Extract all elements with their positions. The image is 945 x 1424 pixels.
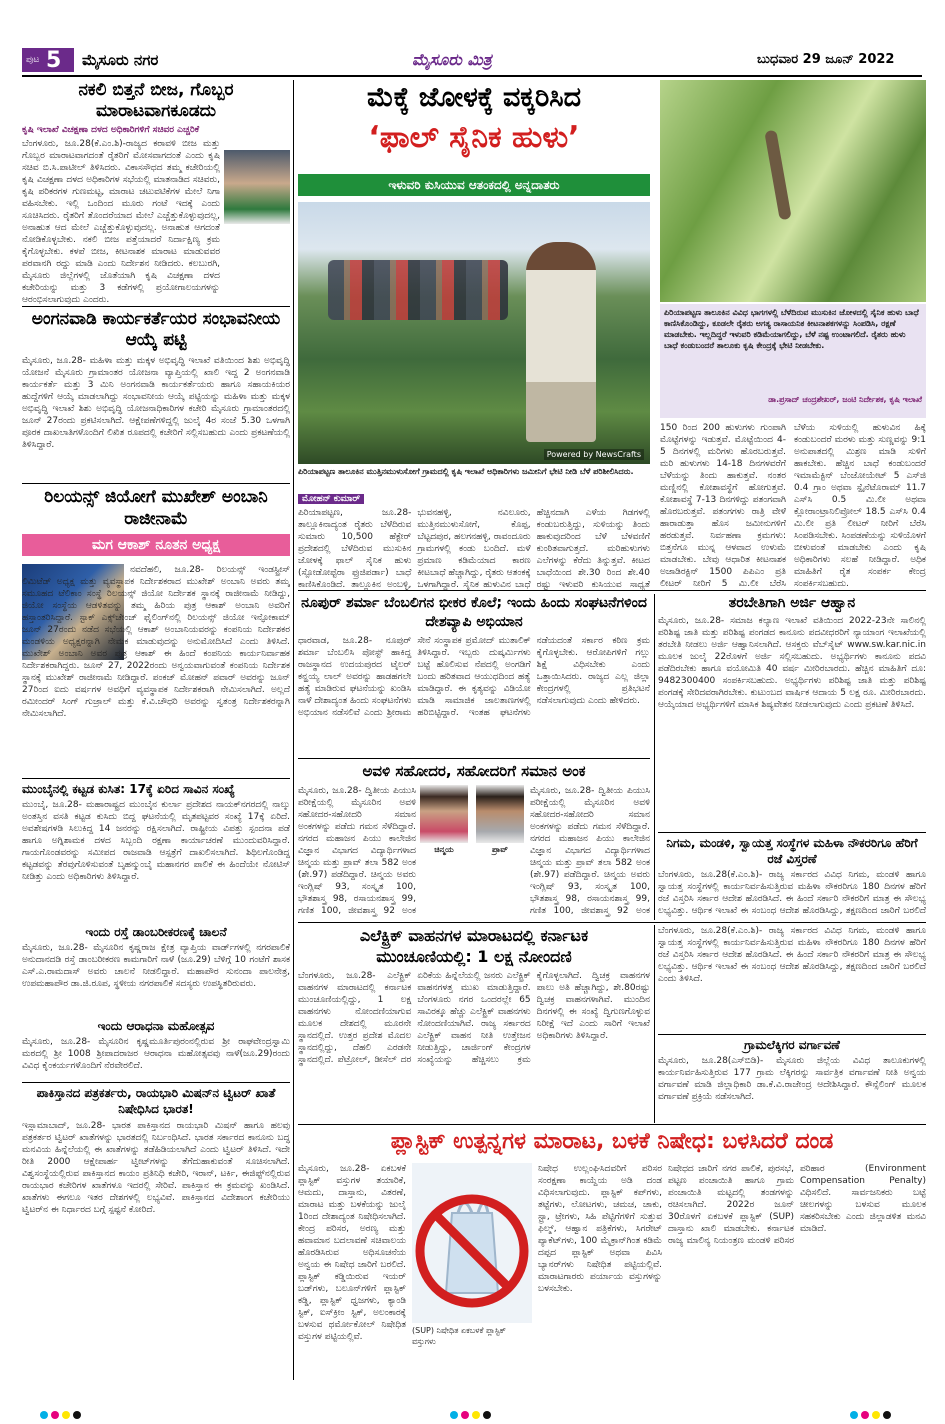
road-article (22, 924, 290, 1016)
divider (22, 306, 290, 307)
page-date: ಬುಧವಾರ 29 ಜೂನ್ 2022 (757, 52, 895, 67)
twitter-headline: ಪಾಕಿಸ್ತಾನದ ಪತ್ರಕರ್ತರು, ರಾಯಭಾರಿ ಮಿಷನ್‌ನ ಟ್ವಿಟರ್ ಖಾತೆ ನಿಷೇಧಿಸಿದ ಭಾರತ! (36, 1086, 276, 1116)
twins-article (298, 761, 650, 921)
seeds-article (22, 80, 290, 305)
twins-body: ಮೈಸೂರು, ಜೂ.28- ದ್ವಿತೀಯ ಪಿಯುಸಿ ಪರೀಕ್ಷೆಯಲ್ಲಿ ಮೈಸೂರಿನ ಅವಳಿ ಸಹೋದರ-ಸಹೋದರಿ ಸಮಾನ ಅಂಕಗಳನ್ನು ಪಡೆದು ಗಮನ ಸೆಳೆದಿದ್ದಾರೆ. ನಗರದ ಮಹಾಜನ ಪಿಯು ಕಾಲೇಜಿನ ವಿಜ್ಞಾನ ವಿಭಾಗದ ವಿದ್ಯಾರ್ಥಿಗಳಾದ ಚಿನ್ಮಯ ಮತ್ತು ಪ್ರಾವ್ ತಲಾ 582 ಅಂಕ (ಶೇ.97) ಪಡೆದಿದ್ದಾರೆ. ಚಿನ್ಮಯ ಅವರು ಇಂಗ್ಲಿಷ್ 93, ಸಂಸ್ಕೃತ 100, ಭೌತಶಾಸ್ತ್ರ 98, ರಸಾಯನಶಾಸ್ತ್ರ 99, ಗಣಿತ 100, ಜೀವಶಾಸ್ತ್ರ 92 ಅಂಕ (298, 786, 416, 916)
print-registration-right (850, 1404, 894, 1423)
pest-headline-2: ‘ಫಾಲ್ ಸೈನಿಕ ಹುಳು’ (368, 120, 580, 155)
plastic-article (298, 1127, 926, 1381)
no-plastic-icon (412, 1163, 532, 1323)
mumbai-body: ಮುಂಬೈ, ಜೂ.28- ಮಹಾರಾಷ್ಟ್ರದ ಮುಂಬೈನ ಕುರ್ಲಾ ಪ್ರದೇಶದ ನಾಯಕ್‌ನಗರದಲ್ಲಿ ನಾಲ್ಕು ಅಂತಸ್ತಿನ ವಸತಿ ಕಟ್ಟಡ ಕುಸಿದು ಬಿದ್ದ ಘಟನೆಯಲ್ಲಿ ಮೃತಪಟ್ಟವರ ಸಂಖ್ಯೆ 17ಕ್ಕೆ ಏರಿದೆ. ಅವಶೇಷಗಳಡಿ ಸಿಲುಕಿದ್ದ 14 ಜನರನ್ನು ರಕ್ಷಿಸಲಾಗಿದೆ. ರಾಷ್ಟ್ರೀಯ ವಿಪತ್ತು ಸ್ಪಂದನಾ ಪಡೆ ಹಾಗೂ ಅಗ್ನಿಶಾಮಕ ದಳದ ಸಿಬ್ಬಂದಿ ರಕ್ಷಣಾ ಕಾರ್ಯಾಚರಣೆ ಮುಂದುವರಿಸಿದ್ದಾರೆ. ಗಾಯಗೊಂಡವರನ್ನು ಸಮೀಪದ ರಾಜವಾಡಿ ಆಸ್ಪತ್ರೆಗೆ ದಾಖಲಿಸಲಾಗಿದೆ. ಶಿಥಿಲಗೊಂಡಿದ್ದ ಕಟ್ಟಡವನ್ನು ತೆರವುಗೊಳಿಸುವಂತೆ ಬೃಹನ್ಮುಂಬೈ ಮಹಾನಗರ ಪಾಲಿಕೆ ಈ ಹಿಂದೆಯೇ ನೋಟಿಸ್ ನೀಡಿತ್ತು ಎಂದು ಅಧಿಕಾರಿಗಳು ತಿಳಿಸಿದ್ದಾರೆ. (22, 800, 290, 882)
plastic-col-1: ಮೈಸೂರು, ಜೂ.28- ಏಕಬಳಕೆ ಪ್ಲಾಸ್ಟಿಕ್ ವಸ್ತುಗಳ ತಯಾರಿಕೆ, ಆಮದು, ದಾಸ್ತಾನು, ವಿತರಣೆ, ಮಾರಾಟ ಮತ್ತು ಬಳಕೆಯನ್ನು ಜುಲೈ 1ರಿಂದ ದೇಶಾದ್ಯಂತ ನಿಷೇಧಿಸಲಾಗಿದೆ. ಕೇಂದ್ರ ಪರಿಸರ, ಅರಣ್ಯ ಮತ್ತು ಹವಾಮಾನ ಬದಲಾವಣೆ ಸಚಿವಾಲಯ ಹೊರಡಿಸಿರುವ ಅಧಿಸೂಚನೆಯ ಅನ್ವಯ ಈ ನಿಷೇಧ ಜಾರಿಗೆ ಬರಲಿದೆ. ಪ್ಲಾಸ್ಟಿಕ್ ಕಡ್ಡಿಯಿರುವ ಇಯರ್ ಬಡ್‌ಗಳು, ಬಲೂನ್‌ಗಳಿಗೆ ಪ್ಲಾಸ್ಟಿಕ್ ಕಡ್ಡಿ, ಪ್ಲಾಸ್ಟಿಕ್ ಧ್ವಜಗಳು, ಕ್ಯಾಂಡಿ ಸ್ಟಿಕ್, ಐಸ್‌ಕ್ರೀಂ ಸ್ಟಿಕ್, ಅಲಂಕಾರಕ್ಕೆ ಬಳಸುವ ಥರ್ಮೋಕೋಲ್ ನಿಷೇಧಿತ ವಸ್ತುಗಳ ಪಟ್ಟಿಯಲ್ಲಿವೆ. (298, 1164, 406, 1342)
divider (298, 758, 650, 759)
nupur-article (298, 594, 650, 756)
plastic-col-3: ನಿಷೇಧದ ಜಾರಿಗೆ ನಗರ ಪಾಲಿಕೆ, ಪುರಸಭೆ, ಪಟ್ಟಣ ಪಂಚಾಯಿತಿ ಹಾಗೂ ಗ್ರಾಮ ಪಂಚಾಯಿತಿ ಮಟ್ಟದಲ್ಲಿ ತಂಡಗಳನ್ನು ರಚಿಸಲಾಗಿದೆ. 2022ರ ಜೂನ್ 30ರೊಳಗೆ ಏಕಬಳಕೆ ಪ್ಲಾಸ್ಟಿಕ್ (SUP) ದಾಸ್ತಾನು ಖಾಲಿ ಮಾಡಬೇಕು. ಕರ್ನಾಟಕ ರಾಜ್ಯ ಮಾಲಿನ್ಯ ನಿಯಂತ್ರಣ ಮಂಡಳಿ ಪರಿಸರ ಪರಿಹಾರ (Environment Compensation Penalty) ವಿಧಿಸಲಿದೆ. ಸಾರ್ವಜನಿಕರು ಬಟ್ಟೆ ಚೀಲಗಳನ್ನು ಬಳಸುವ ಮೂಲಕ ಸಹಕರಿಸಬೇಕು ಎಂದು ಜಿಲ್ಲಾಡಳಿತ ಮನವಿ ಮಾಡಿದೆ. (668, 1164, 926, 1246)
plastic-image-caption: (SUP) ನಿಷೇಧಿತ ಏಕಬಳಕೆ ಪ್ಲಾಸ್ಟಿಕ್ ವಸ್ತುಗಳು (412, 1326, 506, 1346)
column-rule (654, 925, 655, 1123)
aradhana-article (22, 1018, 290, 1080)
seeds-subhead: ಕೃಷಿ ಇಲಾಖೆ ವಿಚಕ್ಷಣಾ ದಳದ ಅಧಿಕಾರಿಗಳಿಗೆ ಸಚಿವರ ಎಚ್ಚರಿಕೆ (22, 125, 200, 135)
reliance-body: ನವದೆಹಲಿ, ಜೂ.28- ರಿಲಯನ್ಸ್ ಇಂಡಸ್ಟ್ರೀಸ್ ಲಿಮಿಟೆಡ್ ಅಧ್ಯಕ್ಷ ಮತ್ತು ವ್ಯವಸ್ಥಾಪಕ ನಿರ್ದೇಶಕರಾದ ಮುಖೇಶ್ ಅಂಬಾನಿ ಅವರು ತಮ್ಮ ಸಮೂಹದ ಟೆಲಿಕಾಂ ಸಂಸ್ಥೆ ರಿಲಯನ್ಸ್ ಜಿಯೋ ನಿರ್ದೇಶಕ ಸ್ಥಾನಕ್ಕೆ ರಾಜೀನಾಮೆ ನೀಡಿದ್ದು, ಜಿಯೋ ಸಂಸ್ಥೆಯ ಆಡಳಿತವನ್ನು ತಮ್ಮ ಹಿರಿಯ ಪುತ್ರ ಆಕಾಶ್ ಅಂಬಾನಿ ಅವರಿಗೆ ಹಸ್ತಾಂತರಿಸಿದ್ದಾರೆ. ಸ್ಟಾಕ್ ಎಕ್ಸ್‌ಚೇಂಜ್ ಫೈಲಿಂಗ್‌ನಲ್ಲಿ ರಿಲಯನ್ಸ್ ಜಿಯೋ ಇನ್ಫೋಕಾಮ್ ಜೂನ್ 27ರಂದು ನಡೆದ ಸಭೆಯಲ್ಲಿ ಆಕಾಶ್ ಅಂಬಾನಿಯವರನ್ನು ಕಂಪನಿಯ ನಿರ್ದೇಶಕರ ಮಂಡಳಿಯ ಅಧ್ಯಕ್ಷರನ್ನಾಗಿ ನೇಮಕ ಮಾಡುವುದನ್ನು ಅನುಮೋದಿಸಿದೆ ಎಂದು ತಿಳಿಸಿದೆ. ಮುಖೇಶ್ ಅಂಬಾನಿ ಅವರ ಪುತ್ರ ಆಕಾಶ್ ಈ ಹಿಂದೆ ಕಂಪನಿಯ ಕಾರ್ಯನಿರ್ವಾಹಕ ನಿರ್ದೇಶಕರಾಗಿದ್ದರು. ಜೂನ್ 27, 2022ರಂದು ಅನ್ವಯವಾಗುವಂತೆ ಕಂಪನಿಯ ನಿರ್ದೇಶಕ ಸ್ಥಾನಕ್ಕೆ ಮುಖೇಶ್ ರಾಜೀನಾಮೆ ನೀಡಿದ್ದಾರೆ. ಪಂಕಜ್ ಮೋಹನ್ ಪವಾರ್ ಅವರನ್ನು ಜೂನ್ 27ರಿಂದ ಐದು ವರ್ಷಗಳ ಅವಧಿಗೆ ವ್ಯವಸ್ಥಾಪಕ ನಿರ್ದೇಶಕರಾಗಿ ನೇಮಿಸಲಾಗಿದೆ. ಅಲ್ಲದೆ ರಮೀಂದರ್ ಸಿಂಗ್ ಗುಜ್ರಾಲ್ ಮತ್ತು ಕೆ.ವಿ.ಚೌಧರಿ ಅವರನ್ನು ಸ್ವತಂತ್ರ ನಿರ್ದೇಶಕರನ್ನಾಗಿ ನೇಮಿಸಲಾಗಿದೆ. (22, 565, 290, 719)
divider (658, 832, 926, 833)
ev-headline-2: ಮುಂಚೂಣಿಯಲ್ಲಿ: 1 ಲಕ್ಷ ನೋಂದಣಿ (376, 947, 572, 966)
twins-headline: ಅವಳಿ ಸಹೋದರ, ಸಹೋದರಿಗೆ ಸಮಾನ ಅಂಕ (362, 762, 586, 780)
pest-byline: ಮೋಹನ್ ಕುಮಾರ್ (298, 494, 364, 504)
ev-article (298, 925, 650, 1123)
pest-headline-1: ಮೆಕ್ಕೆ ಜೋಳಕ್ಕೆ ವಕ್ಕರಿಸಿದ (366, 82, 582, 113)
plastic-headline: ಪ್ಲಾಸ್ಟಿಕ್ ಉತ್ಪನ್ನಗಳ ಮಾರಾಟ, ಬಳಕೆ ನಿಷೇಧ: ಬಳಸಿದರೆ ದಂಡ (390, 1129, 834, 1154)
twitter-body: ಇಸ್ಲಾಮಾಬಾದ್, ಜೂ.28- ಭಾರತ ಪಾಕಿಸ್ತಾನದ ರಾಯಭಾರಿ ಮಿಷನ್ ಹಾಗೂ ಹಲವು ಪತ್ರಕರ್ತರ ಟ್ವಿಟರ್ ಖಾತೆಗಳನ್ನು ಭಾರತದಲ್ಲಿ ನಿರ್ಬಂಧಿಸಿದೆ. ಭಾರತ ಸರ್ಕಾರದ ಕಾನೂನು ಬದ್ಧ ಮನವಿಯ ಹಿನ್ನೆಲೆಯಲ್ಲಿ ಈ ಖಾತೆಗಳನ್ನು ತಡೆಹಿಡಿಯಲಾಗಿದೆ ಎಂದು ಟ್ವಿಟರ್ ತಿಳಿಸಿದೆ. ಇದೇ ರೀತಿ 2000 ಆಕ್ಷೇಪಾರ್ಹ ಟ್ವೀಟ್‌ಗಳನ್ನು ತೆಗೆದುಹಾಕುವಂತೆ ಸೂಚಿಸಲಾಗಿದೆ. ವಿಶ್ವಸಂಸ್ಥೆಯಲ್ಲಿರುವ ಪಾಕಿಸ್ತಾನದ ಕಾಯಂ ಪ್ರತಿನಿಧಿ ಕಚೇರಿ, ಇರಾನ್, ಟರ್ಕಿ, ಈಜಿಪ್ಟ್‌ನಲ್ಲಿರುವ ರಾಯಭಾರ ಕಚೇರಿಗಳ ಖಾತೆಗಳೂ ಇದರಲ್ಲಿ ಸೇರಿವೆ. ಪಾಕಿಸ್ತಾನ ಈ ಕ್ರಮವನ್ನು ಖಂಡಿಸಿದೆ. ಖಾತೆಗಳು ಈಗಲೂ ಇತರ ದೇಶಗಳಲ್ಲಿ ಲಭ್ಯವಿವೆ. ಪಾಕಿಸ್ತಾನದ ವಿದೇಶಾಂಗ ಕಚೇರಿಯು ಟ್ವಿಟರ್‌ನ ಈ ನಿರ್ಧಾರದ ಬಗ್ಗೆ ಸ್ಪಷ್ಟನೆ ಕೋರಿದೆ. (22, 1121, 290, 1215)
photo-credit: Powered by NewsCrafts (544, 449, 644, 460)
twitter-article (22, 1085, 290, 1385)
apply-body: ಮೈಸೂರು, ಜೂ.28- ಸಮಾಜ ಕಲ್ಯಾಣ ಇಲಾಖೆ ವತಿಯಿಂದ 2022-23ನೇ ಸಾಲಿನಲ್ಲಿ ಪರಿಶಿಷ್ಟ ಜಾತಿ ಮತ್ತು ಪರಿಶಿಷ್ಟ ಪಂಗಡದ ಕಾನೂನು ಪದವೀಧರರಿಗೆ ನ್ಯಾಯಾಂಗ ಇಲಾಖೆಯಲ್ಲಿ ತರಬೇತಿ ನೀಡಲು ಅರ್ಜಿ ಆಹ್ವಾನಿಸಲಾಗಿದೆ. ಆಸಕ್ತರು ವೆಬ್‌ಸೈಟ್ www.sw.kar.nic.in ಮೂಲಕ ಜುಲೈ 22ರೊಳಗೆ ಅರ್ಜಿ ಸಲ್ಲಿಸಬಹುದು. ಅಭ್ಯರ್ಥಿಗಳು ಕಾನೂನು ಪದವಿ ಪಡೆದಿರಬೇಕು ಹಾಗೂ ವಯೋಮಿತಿ 40 ವರ್ಷ ಮೀರಿರಬಾರದು. ಹೆಚ್ಚಿನ ಮಾಹಿತಿಗೆ ದೂ: 9482300400 ಸಂಪರ್ಕಿಸಬಹುದು. ಅಭ್ಯರ್ಥಿಗಳು ಪರಿಶಿಷ್ಟ ಜಾತಿ ಮತ್ತು ಪರಿಶಿಷ್ಟ ಪಂಗಡಕ್ಕೆ ಸೇರಿದವರಾಗಿರಬೇಕು. ಕುಟುಂಬದ ವಾರ್ಷಿಕ ಆದಾಯ 5 ಲಕ್ಷ ರೂ. ಮೀರಿರಬಾರದು. ಆಯ್ಕೆಯಾದ ಅಭ್ಯರ್ಥಿಗಳಿಗೆ ಮಾಸಿಕ ಶಿಷ್ಯವೇತನ ನೀಡಲಾಗುವುದು ಎಂದು ಪ್ರಕಟಣೆ ತಿಳಿಸಿದೆ. (658, 616, 926, 710)
page-header (22, 44, 922, 76)
page-number: 5 (46, 48, 62, 73)
field-photo (298, 202, 650, 464)
seeds-body: ಬೆಂಗಳೂರು, ಜೂ.28(ಕೆ.ಎಂ.ಶಿ)-ರಾಜ್ಯದ ಕರಾವಳಿ ಬೀಜ ಮತ್ತು ಗೊಬ್ಬರ ಮಾರಾಟವಾಗದಂತೆ ರೈತರಿಗೆ ಮೋಸವಾಗದಂತೆ ಎಂದು ಕೃಷಿ ಸಚಿವ ಬಿ.ಸಿ.ಪಾಟೀಲ್ ತಿಳಿಸಿದರು. ವಿಕಾಸಸೌಧದ ತಮ್ಮ ಕಚೇರಿಯಲ್ಲಿ ಕೃಷಿ ವಿಚಕ್ಷಣಾ ದಳದ ಅಧಿಕಾರಿಗಳ ಸಭೆಯಲ್ಲಿ ಮಾತನಾಡಿದ ಸಚಿವರು, ಕೃಷಿ ಪರಿಕರಗಳ ಗುಣಮಟ್ಟ, ಮಾರಾಟ ಚಟುವಟಿಕೆಗಳ ಮೇಲೆ ನಿಗಾ ವಹಿಸಬೇಕು. ಇಲ್ಲಿ ಒಂದಿಂದ ಮೂರು ಗಂಟೆ ಇದಕ್ಕೆ ಎಂದು ಸೂಚಿಸಿದರು. ರೈತರಿಗೆ ತೊಂದರೆಯಾದ ಮೇಲೆ ಎಚ್ಚೆತ್ತುಕೊಳ್ಳುವುದಲ್ಲ, ಅನಾಹುತ ಆದ ಮೇಲೆ ಎಚ್ಚೆತ್ತುಕೊಳ್ಳುವುದಲ್ಲ. ಅನಾಹುತ ಆಗದಂತೆ ನೋಡಿಕೊಳ್ಳಬೇಕು. ನಕಲಿ ಬೀಜ ಪತ್ತೆಯಾದರೆ ನಿರ್ದಾಕ್ಷಿಣ್ಯ ಕ್ರಮ ಕೈಗೊಳ್ಳಬೇಕು. ಕಳಪೆ ಬೀಜ, ಕೀಟನಾಶಕ ಮಾರಾಟ ಮಾಡುವವರ ಪರವಾನಗಿ ರದ್ದು ಮಾಡಿ ಎಂದು ನಿರ್ದೇಶನ ನೀಡಿದರು. ಕಲಬುರಗಿ, ಮೈಸೂರು ಜಿಲ್ಲೆಗಳಲ್ಲಿ ಜೊತೆಯಾಗಿ ಕೃಷಿ ವಿಚಕ್ಷಣಾ ದಳದ ಕಚೇರಿಯನ್ನು ಮತ್ತು 3 ಕಡೆಗಳಲ್ಲಿ ಪ್ರಯೋಗಾಲಯಗಳನ್ನು ಆರಂಭಿಸಲಾಗುವುದು ಎಂದರು. (22, 139, 220, 305)
women-continued (658, 925, 926, 1033)
mumbai-article (22, 781, 290, 921)
pest-col-b: 150 ರಿಂದ 200 ಹುಳುಗಳು ಗುಂಪಾಗಿ ಮೊಟ್ಟೆಗಳನ್ನು ಇಡುತ್ತವೆ. ಮೊಟ್ಟೆಯಿಂದ 4-5 ದಿನಗಳಲ್ಲಿ ಮರಿಗಳು ಹೊರಬರುತ್ತವೆ. ಮರಿ ಹುಳುಗಳು 14-18 ದಿನಗಳವರೆಗೆ ಬೆಳೆಯನ್ನು ತಿಂದು ಹಾಕುತ್ತವೆ. ನಂತರ ಮಣ್ಣಿನಲ್ಲಿ ಕೋಶಾವಸ್ಥೆಗೆ ಹೋಗುತ್ತವೆ. ಕೋಶಾವಸ್ಥೆ 7-13 ದಿನಗಳಿದ್ದು ಪತಂಗವಾಗಿ ಹೊರಬರುತ್ತವೆ. ಪತಂಗಗಳು ರಾತ್ರಿ ವೇಳೆ ಹಾರಾಡುತ್ತಾ ಹೊಸ ಜಮೀನುಗಳಿಗೆ ಹರಡುತ್ತವೆ. ನಿರ್ವಹಣಾ ಕ್ರಮಗಳು: ಬಿತ್ತನೆಗೂ ಮುನ್ನ ಆಳವಾದ ಉಳುಮೆ ಮಾಡಬೇಕು. ಬೇವು ಆಧಾರಿತ ಕೀಟನಾಶಕ ಅಜಾಡಿರಕ್ಟಿನ್ 1500 ಪಿಪಿಎಂ ಪ್ರತಿ ಲೀಟರ್ ನೀರಿಗೆ 5 ಮಿ.ಲೀ ಬೆರೆಸಿ (660, 423, 786, 589)
aradhana-body: ಮೈಸೂರು, ಜೂ.28- ಮೈಸೂರಿನ ಕೃಷ್ಣಮೂರ್ತಿಪುರಂನಲ್ಲಿರುವ ಶ್ರೀ ರಾಘವೇಂದ್ರಸ್ವಾಮಿ ಮಠದಲ್ಲಿ ಶ್ರೀ 1008 ಶ್ರೀಪಾದರಾಜರ ಆರಾಧನಾ ಮಹೋತ್ಸವವು ನಾಳೆ(ಜೂ.29)ರಂದು ವಿವಿಧ ಕೈಂಕರ್ಯಗಳೊಂದಿಗೆ ನೆರವೇರಲಿದೆ. (22, 1037, 290, 1071)
ev-headline-1: ಎಲೆಕ್ಟ್ರಿಕ್ ವಾಹನಗಳ ಮಾರಾಟದಲ್ಲಿ ಕರ್ನಾಟಕ (359, 926, 589, 945)
worm-figure (764, 130, 791, 221)
village-body: ಮೈಸೂರು, ಜೂ.28(ಎಸ್‌ಬಿಡಿ)- ಮೈಸೂರು ಜಿಲ್ಲೆಯ ವಿವಿಧ ತಾಲೂಕುಗಳಲ್ಲಿ ಕಾರ್ಯನಿರ್ವಹಿಸುತ್ತಿರುವ 177 ಗ್ರಾಮ ಲೆಕ್ಕಿಗರನ್ನು ಸಾರ್ವತ್ರಿಕ ವರ್ಗಾವಣೆ ನೀತಿ ಅನ್ವಯ ವರ್ಗಾವಣೆ ಮಾಡಿ ಜಿಲ್ಲಾಧಿಕಾರಿ ಡಾ.ಕೆ.ವಿ.ರಾಜೇಂದ್ರ ಆದೇಶಿಸಿದ್ದಾರೆ. ಕೌನ್ಸೆಲಿಂಗ್ ಮೂಲಕ ವರ್ಗಾವಣೆ ಪ್ರಕ್ರಿಯೆ ನಡೆಸಲಾಗಿದೆ. (658, 1056, 926, 1102)
reliance-headline: ರಿಲಯನ್ಸ್ ಜಿಯೋಗೆ ಮುಖೇಶ್ ಅಂಬಾನಿ ರಾಜೀನಾಮೆ (44, 487, 268, 529)
divider (298, 1124, 926, 1125)
twin-name-1: ಚಿನ್ಮಯ (434, 845, 454, 854)
pest-band: ಇಳುವರಿ ಕುಸಿಯುವ ಆತಂಕದಲ್ಲಿ ಅನ್ನದಾತರು (298, 174, 650, 196)
field-photo-caption: ಪಿರಿಯಾಪಟ್ಟಣ ತಾಲೂಕಿನ ಮುತ್ತಿನಮುಳುಸೋಗೆ ಗ್ರಾಮದಲ್ಲಿ ಕೃಷಿ ಇಲಾಖೆ ಅಧಿಕಾರಿಗಳು ಜಮೀನಿಗೆ ಭೇಟಿ ನೀಡಿ ಬೆಳೆ ಪರಿಶೀಲಿಸಿದರು. (298, 467, 634, 476)
women-body-continued: ಬೆಂಗಳೂರು, ಜೂ.28(ಕೆ.ಎಂ.ಶಿ)- ರಾಜ್ಯ ಸರ್ಕಾರದ ವಿವಿಧ ನಿಗಮ, ಮಂಡಳಿ ಹಾಗೂ ಸ್ವಾಯತ್ತ ಸಂಸ್ಥೆಗಳಲ್ಲಿ ಕಾರ್ಯನಿರ್ವಹಿಸುತ್ತಿರುವ ಮಹಿಳಾ ನೌಕರರಿಗೂ 180 ದಿನಗಳ ಹೆರಿಗೆ ರಜೆ ವಿಸ್ತರಿಸಿ ಸರ್ಕಾರ ಆದೇಶ ಹೊರಡಿಸಿದೆ. ಈ ಹಿಂದೆ ಸರ್ಕಾರಿ ನೌಕರರಿಗೆ ಮಾತ್ರ ಈ ಸೌಲಭ್ಯ ಲಭ್ಯವಿತ್ತು. ಆರ್ಥಿಕ ಇಲಾಖೆ ಈ ಸಂಬಂಧ ಆದೇಶ ಹೊರಡಿಸಿದ್ದು, ತಕ್ಷಣದಿಂದ ಜಾರಿಗೆ ಬರಲಿದೆ ಎಂದು ತಿಳಿಸಿದೆ. (658, 926, 926, 984)
plastic-ban-graphic (412, 1163, 532, 1323)
corn-caption: ಪಿರಿಯಾಪಟ್ಟಣ ತಾಲೂಕಿನ ವಿವಿಧ ಭಾಗಗಳಲ್ಲಿ ಬೆಳೆದಿರುವ ಮುಸುಕಿನ ಜೋಳದಲ್ಲಿ ಸೈನಿಕ ಹುಳು ಬಾಧೆ ಕಾಣಿಸಿಕೊಂಡಿದ್ದು, ಕೂಡಲೇ ರೈತರು ಅಗತ್ಯ ರಾಸಾಯನಿಕ ಕೀಟನಾಶಕಗಳನ್ನು ಸಿಂಪಡಿಸಿ, ರಕ್ಷಣೆ ಮಾಡಬೇಕು. ಇಲ್ಲದಿದ್ದರೆ ಇಳುವರಿ ಕಡಿಮೆಯಾಗಲಿದ್ದು, ಬೆಳೆ ನಷ್ಟ ಉಂಟಾಗಲಿದೆ. ರೈತರು ಹುಳು ಬಾಧೆ ಕಂಡುಬಂದರೆ ತಾಲೂಕು ಕೃಷಿ ಕೇಂದ್ರಕ್ಕೆ ಭೇಟಿ ನೀಡಬೇಕು. (664, 308, 919, 350)
reliance-subhead: ಮಗ ಆಕಾಶ್ ನೂತನ ಅಧ್ಯಕ್ಷ (22, 534, 290, 556)
column-rule (654, 594, 655, 920)
twin-photo-1 (420, 785, 468, 843)
reliance-article (22, 486, 290, 776)
divider (22, 483, 290, 484)
pest-body: ಪಿರಿಯಾಪಟ್ಟಣ, ಜೂ.28- ತಾಲ್ಲೂಕಿನಾದ್ಯಂತ ರೈತರು ಬೆಳೆದಿರುವ ಸುಮಾರು 10,500 ಹೆಕ್ಟೇರ್ ಪ್ರದೇಶದಲ್ಲಿ ಬೆಳೆದಿರುವ ಮುಸುಕಿನ ಜೋಳಕ್ಕೆ ಫಾಲ್ ಸೈನಿಕ ಹುಳು (ಸ್ಪೋಡೋಪ್ಟೆರಾ ಫ್ರುಜಿಪರ್ಡಾ) ಬಾಧೆ ಕಾಣಿಸಿಕೊಂಡಿದೆ. ತಾಲ್ಲೂಕಿನ ಅಂಬಳ್ಳಿ, ಭುವನಹಳ್ಳಿ, ನವಿಲೂರು, ಮುತ್ತಿನಮುಳುಸೋಗೆ, ಕೊಪ್ಪ, ಬೆಟ್ಟದಪುರ, ಹಲಗನಹಳ್ಳಿ, ರಾವಂದೂರು ಗ್ರಾಮಗಳಲ್ಲಿ ಕಂಡು ಬಂದಿದೆ. ಮಳೆ ಪ್ರಮಾಣ ಕಡಿಮೆಯಾದ ಕಾರಣ ಕೀಟಬಾಧೆ ಹೆಚ್ಚಾಗಿದ್ದು, ರೈತರು ಆತಂಕಕ್ಕೆ ಒಳಗಾಗಿದ್ದಾರೆ. ಸೈನಿಕ ಹುಳುವಿನ ಬಾಧೆ ಹೆಚ್ಚಿನದಾಗಿ ಎಳೆಯ ಗಿಡಗಳಲ್ಲಿ ಕಂಡುಬರುತ್ತಿದ್ದು, ಸುಳಿಯನ್ನು ತಿಂದು ಹಾಕುವುದರಿಂದ ಬೆಳೆ ಬೆಳವಣಿಗೆ ಕುಂಠಿತವಾಗುತ್ತದೆ. ಮರಿಹುಳುಗಳು ಎಲೆಗಳನ್ನು ಕೆರೆದು ತಿನ್ನುತ್ತವೆ. ಕೀಟದ ಬಾಧೆಯಿಂದ ಶೇ.30 ರಿಂದ ಶೇ.40 ರಷ್ಟು ಇಳುವರಿ ಕುಸಿಯುವ ಸಾಧ್ಯತೆ (298, 508, 650, 590)
village-headline: ಗ್ರಾಮಲೆಕ್ಕಿಗರ ವರ್ಗಾವಣೆ (744, 1038, 840, 1052)
apply-article (658, 594, 926, 830)
corn-credit: ಡಾ.ಪ್ರಸಾದ್ ಚಂದ್ರಶೇಖರ್, ಜಂಟಿ ನಿರ್ದೇಶಕ, ಕೃಷಿ ಇಲಾಖೆ (768, 395, 922, 404)
aradhana-headline: ಇಂದು ಆರಾಧನಾ ಮಹೋತ್ಸವ (97, 1019, 215, 1033)
road-body: ಮೈಸೂರು, ಜೂ.28- ಮೈಸೂರಿನ ಕೃಷ್ಣರಾಜ ಕ್ಷೇತ್ರ ವ್ಯಾಪ್ತಿಯ ವಾರ್ಡ್‌ಗಳಲ್ಲಿ ನಗರಪಾಲಿಕೆ ಅನುದಾನದಡಿ ರಸ್ತೆ ಡಾಂಬರೀಕರಣ ಕಾಮಗಾರಿಗೆ ನಾಳೆ (ಜೂ.29) ಬೆಳಿಗ್ಗೆ 10 ಗಂಟೆಗೆ ಶಾಸಕ ಎಸ್.ಎ.ರಾಮದಾಸ್ ಅವರು ಚಾಲನೆ ನೀಡಲಿದ್ದಾರೆ. ಮಹಾಪೌರ ಸುನಂದಾ ಪಾಲನೇತ್ರ, ಉಪಮಹಾಪೌರ ಡಾ.ಜಿ.ರೂಪ, ಸ್ಥಳೀಯ ನಗರಪಾಲಿಕೆ ಸದಸ್ಯರು ಉಪಸ್ಥಿತರಿರುವರು. (22, 943, 290, 989)
anganwadi-headline: ಅಂಗನವಾಡಿ ಕಾರ್ಯಕರ್ತೆಯರ ಸಂಭಾವನೀಯ ಆಯ್ಕೆ ಪಟ್ಟಿ (31, 309, 281, 350)
women-article (658, 835, 926, 921)
anganwadi-article (22, 309, 290, 479)
section-name: ಮೈಸೂರು ನಗರ (82, 51, 159, 69)
women-body: ಬೆಂಗಳೂರು, ಜೂ.28(ಕೆ.ಎಂ.ಶಿ)- ರಾಜ್ಯ ಸರ್ಕಾರದ ವಿವಿಧ ನಿಗಮ, ಮಂಡಳಿ ಹಾಗೂ ಸ್ವಾಯತ್ತ ಸಂಸ್ಥೆಗಳಲ್ಲಿ ಕಾರ್ಯನಿರ್ವಹಿಸುತ್ತಿರುವ ಮಹಿಳಾ ನೌಕರರಿಗೂ 180 ದಿನಗಳ ಹೆರಿಗೆ ರಜೆ ವಿಸ್ತರಿಸಿ ಸರ್ಕಾರ ಆದೇಶ ಹೊರಡಿಸಿದೆ. ಈ ಹಿಂದೆ ಸರ್ಕಾರಿ ನೌಕರರಿಗೆ ಮಾತ್ರ ಈ ಸೌಲಭ್ಯ ಲಭ್ಯವಿತ್ತು. ಆರ್ಥಿಕ ಇಲಾಖೆ ಈ ಸಂಬಂಧ ಆದೇಶ ಹೊರಡಿಸಿದ್ದು, ತಕ್ಷಣದಿಂದ ಜಾರಿಗೆ ಬರಲಿದೆ (658, 870, 926, 916)
divider (298, 922, 926, 923)
pest-col-c: ಬೆಳೆಯ ಸುಳಿಯಲ್ಲಿ ಹುಳುವಿನ ಹಿಕ್ಕೆ ಕಂಡುಬಂದರೆ ಮರಳು ಮತ್ತು ಸುಣ್ಣವನ್ನು 9:1 ಅನುಪಾತದಲ್ಲಿ ಮಿಶ್ರಣ ಮಾಡಿ ಸುಳಿಗೆ ಹಾಕಬೇಕು. ಹೆಚ್ಚಿನ ಬಾಧೆ ಕಂಡುಬಂದರೆ ಇಮಾಮೆಕ್ಟಿನ್ ಬೆಂಜೋಯೇಟ್ 5 ಎಸ್‌ಜಿ 0.4 ಗ್ರಾಂ ಅಥವಾ ಸ್ಪೈನೆಟೊರಾಮ್ 11.7 ಎಸ್‌ಸಿ 0.5 ಮಿ.ಲೀ ಅಥವಾ ಕ್ಲೋರಾಂಟ್ರಾನಿಲಿಪ್ರೋಲ್ 18.5 ಎಸ್‌ಸಿ 0.4 ಮಿ.ಲೀ ಪ್ರತಿ ಲೀಟರ್ ನೀರಿಗೆ ಬೆರೆಸಿ ಸಿಂಪಡಿಸಬೇಕು. ಸಿಂಪಡಣೆಯನ್ನು ಸುಳಿಯೊಳಗೆ ಬೀಳುವಂತೆ ಮಾಡಬೇಕು ಎಂದು ಕೃಷಿ ಅಧಿಕಾರಿಗಳು ಸಲಹೆ ನೀಡಿದ್ದಾರೆ. ಅಧಿಕ ಮಾಹಿತಿಗೆ ರೈತ ಸಂಪರ್ಕ ಕೇಂದ್ರ ಸಂಪರ್ಕಿಸಬಹುದು. (794, 423, 926, 589)
seeds-headline: ನಕಲಿ ಬಿತ್ತನೆ ಬೀಜ, ಗೊಬ್ಬರ ಮಾರಾಟವಾಗಕೂಡದು (78, 80, 234, 121)
minister-photo (224, 150, 290, 224)
nupur-body: ಧಾರವಾಡ, ಜೂ.28- ನೂಪುರ್ ಶರ್ಮಾ ಬೆಂಬಲಿಸಿ ಪೋಸ್ಟ್ ಹಾಕಿದ್ದ ರಾಜಸ್ಥಾನದ ಉದಯಪುರದ ಟೈಲರ್ ಕನ್ಹಯ್ಯ ಲಾಲ್ ಅವರನ್ನು ಹಾಡಹಗಲೇ ಹತ್ಯೆ ಮಾಡಿರುವ ಘಟನೆಯನ್ನು ಖಂಡಿಸಿ ನಾಳೆ ದೇಶಾದ್ಯಂತ ಹಿಂದು ಸಂಘಟನೆಗಳು ಅಭಿಯಾನ ನಡೆಸಲಿವೆ ಎಂದು ಶ್ರೀರಾಮ ಸೇನೆ ಸಂಸ್ಥಾಪಕ ಪ್ರಮೋದ್ ಮುತಾಲಿಕ್ ತಿಳಿಸಿದ್ದಾರೆ. ಇಬ್ಬರು ದುಷ್ಕರ್ಮಿಗಳು ಬಟ್ಟೆ ಹೊಲಿಸುವ ನೆಪದಲ್ಲಿ ಅಂಗಡಿಗೆ ಬಂದು ಹರಿತವಾದ ಆಯುಧದಿಂದ ಹತ್ಯೆ ಮಾಡಿದ್ದಾರೆ. ಈ ಕೃತ್ಯವನ್ನು ವಿಡಿಯೋ ಮಾಡಿ ಸಾಮಾಜಿಕ ಜಾಲತಾಣಗಳಲ್ಲಿ ಹರಿಬಿಟ್ಟಿದ್ದಾರೆ. ಇಂತಹ ಘಟನೆಗಳು ನಡೆಯದಂತೆ ಸರ್ಕಾರ ಕಠಿಣ ಕ್ರಮ ಕೈಗೊಳ್ಳಬೇಕು. ಆರೋಪಿಗಳಿಗೆ ಗಲ್ಲು ಶಿಕ್ಷೆ ವಿಧಿಸಬೇಕು ಎಂದು ಒತ್ತಾಯಿಸಿದರು. ರಾಜ್ಯದ ಎಲ್ಲ ಜಿಲ್ಲಾ ಕೇಂದ್ರಗಳಲ್ಲಿ ಪ್ರತಿಭಟನೆ ನಡೆಸಲಾಗುವುದು ಎಂದು ಹೇಳಿದರು. (298, 636, 650, 718)
mumbai-headline: ಮುಂಬೈನಲ್ಲಿ ಕಟ್ಟಡ ಕುಸಿತ: 17ಕ್ಕೆ ಏರಿದ ಸಾವಿನ ಸಂಖ್ಯೆ (22, 782, 235, 796)
column-rule (293, 80, 294, 1380)
divider (298, 590, 926, 591)
page-label: ಪುಟ (26, 55, 40, 65)
nupur-headline: ನೂಪುರ್ ಶರ್ಮಾ ಬೆಂಬಲಿಗನ ಭೀಕರ ಕೊಲೆ; ಇಂದು ಹಿಂದು ಸಂಘಟನೆಗಳಿಂದ ದೇಶವ್ಯಾಪಿ ಅಭಿಯಾನ (301, 595, 647, 630)
ev-body: ಬೆಂಗಳೂರು, ಜೂ.28- ಎಲೆಕ್ಟ್ರಿಕ್ ವಾಹನಗಳ ಮಾರಾಟದಲ್ಲಿ ಕರ್ನಾಟಕ ಮುಂಚೂಣಿಯಲ್ಲಿದ್ದು, 1 ಲಕ್ಷ ವಾಹನಗಳು ನೋಂದಣಿಯಾಗುವ ಮೂಲಕ ದೇಶದಲ್ಲಿ ಮೂರನೇ ಸ್ಥಾನದಲ್ಲಿದೆ. ಉತ್ತರ ಪ್ರದೇಶ ಮೊದಲ ಸ್ಥಾನದಲ್ಲಿದ್ದು, ದೆಹಲಿ ಎರಡನೇ ಸ್ಥಾನದಲ್ಲಿದೆ. ಪೆಟ್ರೋಲ್, ಡೀಸೆಲ್ ದರ ಏರಿಕೆಯ ಹಿನ್ನೆಲೆಯಲ್ಲಿ ಜನರು ಎಲೆಕ್ಟ್ರಿಕ್ ವಾಹನಗಳತ್ತ ಮುಖ ಮಾಡುತ್ತಿದ್ದಾರೆ. ಬೆಂಗಳೂರು ನಗರ ಒಂದರಲ್ಲೇ 65 ಸಾವಿರಕ್ಕೂ ಹೆಚ್ಚು ಎಲೆಕ್ಟ್ರಿಕ್ ವಾಹನಗಳು ನೋಂದಣಿಯಾಗಿವೆ. ರಾಜ್ಯ ಸರ್ಕಾರದ ಎಲೆಕ್ಟ್ರಿಕ್ ವಾಹನ ನೀತಿ ಉತ್ತೇಜನ ನೀಡುತ್ತಿದ್ದು, ಚಾರ್ಜಿಂಗ್ ಕೇಂದ್ರಗಳ ಸಂಖ್ಯೆಯನ್ನು ಹೆಚ್ಚಿಸಲು ಕ್ರಮ ಕೈಗೊಳ್ಳಲಾಗಿದೆ. ದ್ವಿಚಕ್ರ ವಾಹನಗಳ ಪಾಲು ಅತಿ ಹೆಚ್ಚಾಗಿದ್ದು, ಶೇ.80ರಷ್ಟು ದ್ವಿಚಕ್ರ ವಾಹನಗಳಾಗಿವೆ. ಮುಂದಿನ ದಿನಗಳಲ್ಲಿ ಈ ಸಂಖ್ಯೆ ದ್ವಿಗುಣಗೊಳ್ಳುವ ನಿರೀಕ್ಷೆ ಇದೆ ಎಂದು ಸಾರಿಗೆ ಇಲಾಖೆ ಅಧಿಕಾರಿಗಳು ತಿಳಿಸಿದ್ದಾರೆ. (298, 971, 650, 1065)
header-rule (22, 75, 922, 77)
apply-headline: ತರಬೇತಿಗಾಗಿ ಅರ್ಜಿ ಆಹ್ವಾನ (728, 595, 856, 611)
village-article (658, 1037, 926, 1123)
plastic-col-2: ನಿಷೇಧ ಉಲ್ಲಂಘಿಸಿದವರಿಗೆ ಪರಿಸರ ಸಂರಕ್ಷಣಾ ಕಾಯ್ದೆಯ ಅಡಿ ದಂಡ ವಿಧಿಸಲಾಗುವುದು. ಪ್ಲಾಸ್ಟಿಕ್ ಕಪ್‌ಗಳು, ತಟ್ಟೆಗಳು, ಲೋಟಗಳು, ಚಮಚ, ಚಾಕು, ಸ್ಟ್ರಾ, ಟ್ರೇಗಳು, ಸಿಹಿ ಪೆಟ್ಟಿಗೆಗಳಿಗೆ ಸುತ್ತುವ ಫಿಲ್ಮ್, ಆಹ್ವಾನ ಪತ್ರಿಕೆಗಳು, ಸಿಗರೇಟ್ ಪ್ಯಾಕೆಟ್‌ಗಳು, 100 ಮೈಕ್ರಾನ್‌ಗಿಂತ ಕಡಿಮೆ ದಪ್ಪದ ಪ್ಲಾಸ್ಟಿಕ್ ಅಥವಾ ಪಿವಿಸಿ ಬ್ಯಾನರ್‌ಗಳು ನಿಷೇಧಿತ ಪಟ್ಟಿಯಲ್ಲಿವೆ. ಮಾರಾಟಗಾರರು ಪರ್ಯಾಯ ವಸ್ತುಗಳನ್ನು ಬಳಸಬೇಕು. (538, 1164, 662, 1294)
corn-caption-box (660, 304, 926, 418)
print-registration-center (450, 1404, 494, 1423)
corn-photo (660, 80, 926, 302)
road-headline: ಇಂದು ರಸ್ತೆ ಡಾಂಬರೀಕರಣಕ್ಕೆ ಚಾಲನೆ (85, 925, 227, 939)
divider (22, 1082, 290, 1083)
twin-name-2: ಪ್ರಾವ್ (491, 845, 509, 854)
women-headline: ನಿಗಮ, ಮಂಡಳಿ, ಸ್ವಾಯತ್ತ ಸಂಸ್ಥೆಗಳ ಮಹಿಳಾ ನೌಕರರಿಗೂ ಹೆರಿಗೆ ರಜೆ ವಿಸ್ತರಣೆ (666, 836, 918, 866)
people-group (328, 260, 508, 320)
pest-feature (298, 80, 926, 590)
anganwadi-body: ಮೈಸೂರು, ಜೂ.28- ಮಹಿಳಾ ಮತ್ತು ಮಕ್ಕಳ ಅಭಿವೃದ್ಧಿ ಇಲಾಖೆ ವತಿಯಿಂದ ಶಿಶು ಅಭಿವೃದ್ಧಿ ಯೋಜನೆ ಮೈಸೂರು ಗ್ರಾಮಾಂತರ ಯೋಜನಾ ವ್ಯಾಪ್ತಿಯಲ್ಲಿ ಖಾಲಿ ಇದ್ದ 2 ಅಂಗನವಾಡಿ ಕಾರ್ಯಕರ್ತೆ ಮತ್ತು 3 ಮಿನಿ ಅಂಗನವಾಡಿ ಕಾರ್ಯಕರ್ತೆಯರು ಹಾಗೂ ಸಹಾಯಕಿಯರ ಹುದ್ದೆಗಳಿಗೆ ಆಯ್ಕೆ ಮಾಡಲಾಗಿದ್ದು ಸಂಭಾವನೀಯ ಆಯ್ಕೆ ಪಟ್ಟಿಯನ್ನು ಮಹಿಳಾ ಮತ್ತು ಮಕ್ಕಳ ಅಭಿವೃದ್ಧಿ ಇಲಾಖೆ ಶಿಶು ಅಭಿವೃದ್ಧಿ ಯೋಜನಾಧಿಕಾರಿಗಳ ಕಚೇರಿ ಮೈಸೂರು ಗ್ರಾಮಾಂತರದಲ್ಲಿ ಜೂನ್ 27ರಂದು ಪ್ರಕಟಿಸಲಾಗಿದೆ. ಆಕ್ಷೇಪಣೆಗಳಿದ್ದಲ್ಲಿ ಜುಲೈ 4ರ ಸಂಜೆ 5.30 ಒಳಗಾಗಿ ಪೂರಕ ದಾಖಲಾತಿಗಳೊಂದಿಗೆ ಲಿಖಿತ ರೂಪದಲ್ಲಿ ಕಚೇರಿಗೆ ಸಲ್ಲಿಸಬಹುದು ಎಂದು ಪ್ರಕಟಣೆಯಲ್ಲಿ ತಿಳಿಸಿದ್ದಾರೆ. (22, 356, 290, 450)
twins-body-2: ಮೈಸೂರು, ಜೂ.28- ದ್ವಿತೀಯ ಪಿಯುಸಿ ಪರೀಕ್ಷೆಯಲ್ಲಿ ಮೈಸೂರಿನ ಅವಳಿ ಸಹೋದರ-ಸಹೋದರಿ ಸಮಾನ ಅಂಕಗಳನ್ನು ಪಡೆದು ಗಮನ ಸೆಳೆದಿದ್ದಾರೆ. ನಗರದ ಮಹಾಜನ ಪಿಯು ಕಾಲೇಜಿನ ವಿಜ್ಞಾನ ವಿಭಾಗದ ವಿದ್ಯಾರ್ಥಿಗಳಾದ ಚಿನ್ಮಯ ಮತ್ತು ಪ್ರಾವ್ ತಲಾ 582 ಅಂಕ (ಶೇ.97) ಪಡೆದಿದ್ದಾರೆ. ಚಿನ್ಮಯ ಅವರು ಇಂಗ್ಲಿಷ್ 93, ಸಂಸ್ಕೃತ 100, ಭೌತಶಾಸ್ತ್ರ 98, ರಸಾಯನಶಾಸ್ತ್ರ 99, ಗಣಿತ 100, ಜೀವಶಾಸ್ತ್ರ 92 ಅಂಕ (530, 786, 650, 916)
masthead: ಮೈಸೂರು ಮಿತ್ರ (412, 50, 492, 69)
page-number-badge (22, 48, 74, 72)
print-registration-left (40, 1404, 84, 1423)
divider (22, 778, 290, 779)
divider (658, 1034, 926, 1035)
twin-photo-2 (476, 785, 524, 843)
farmer-figure (526, 242, 596, 442)
